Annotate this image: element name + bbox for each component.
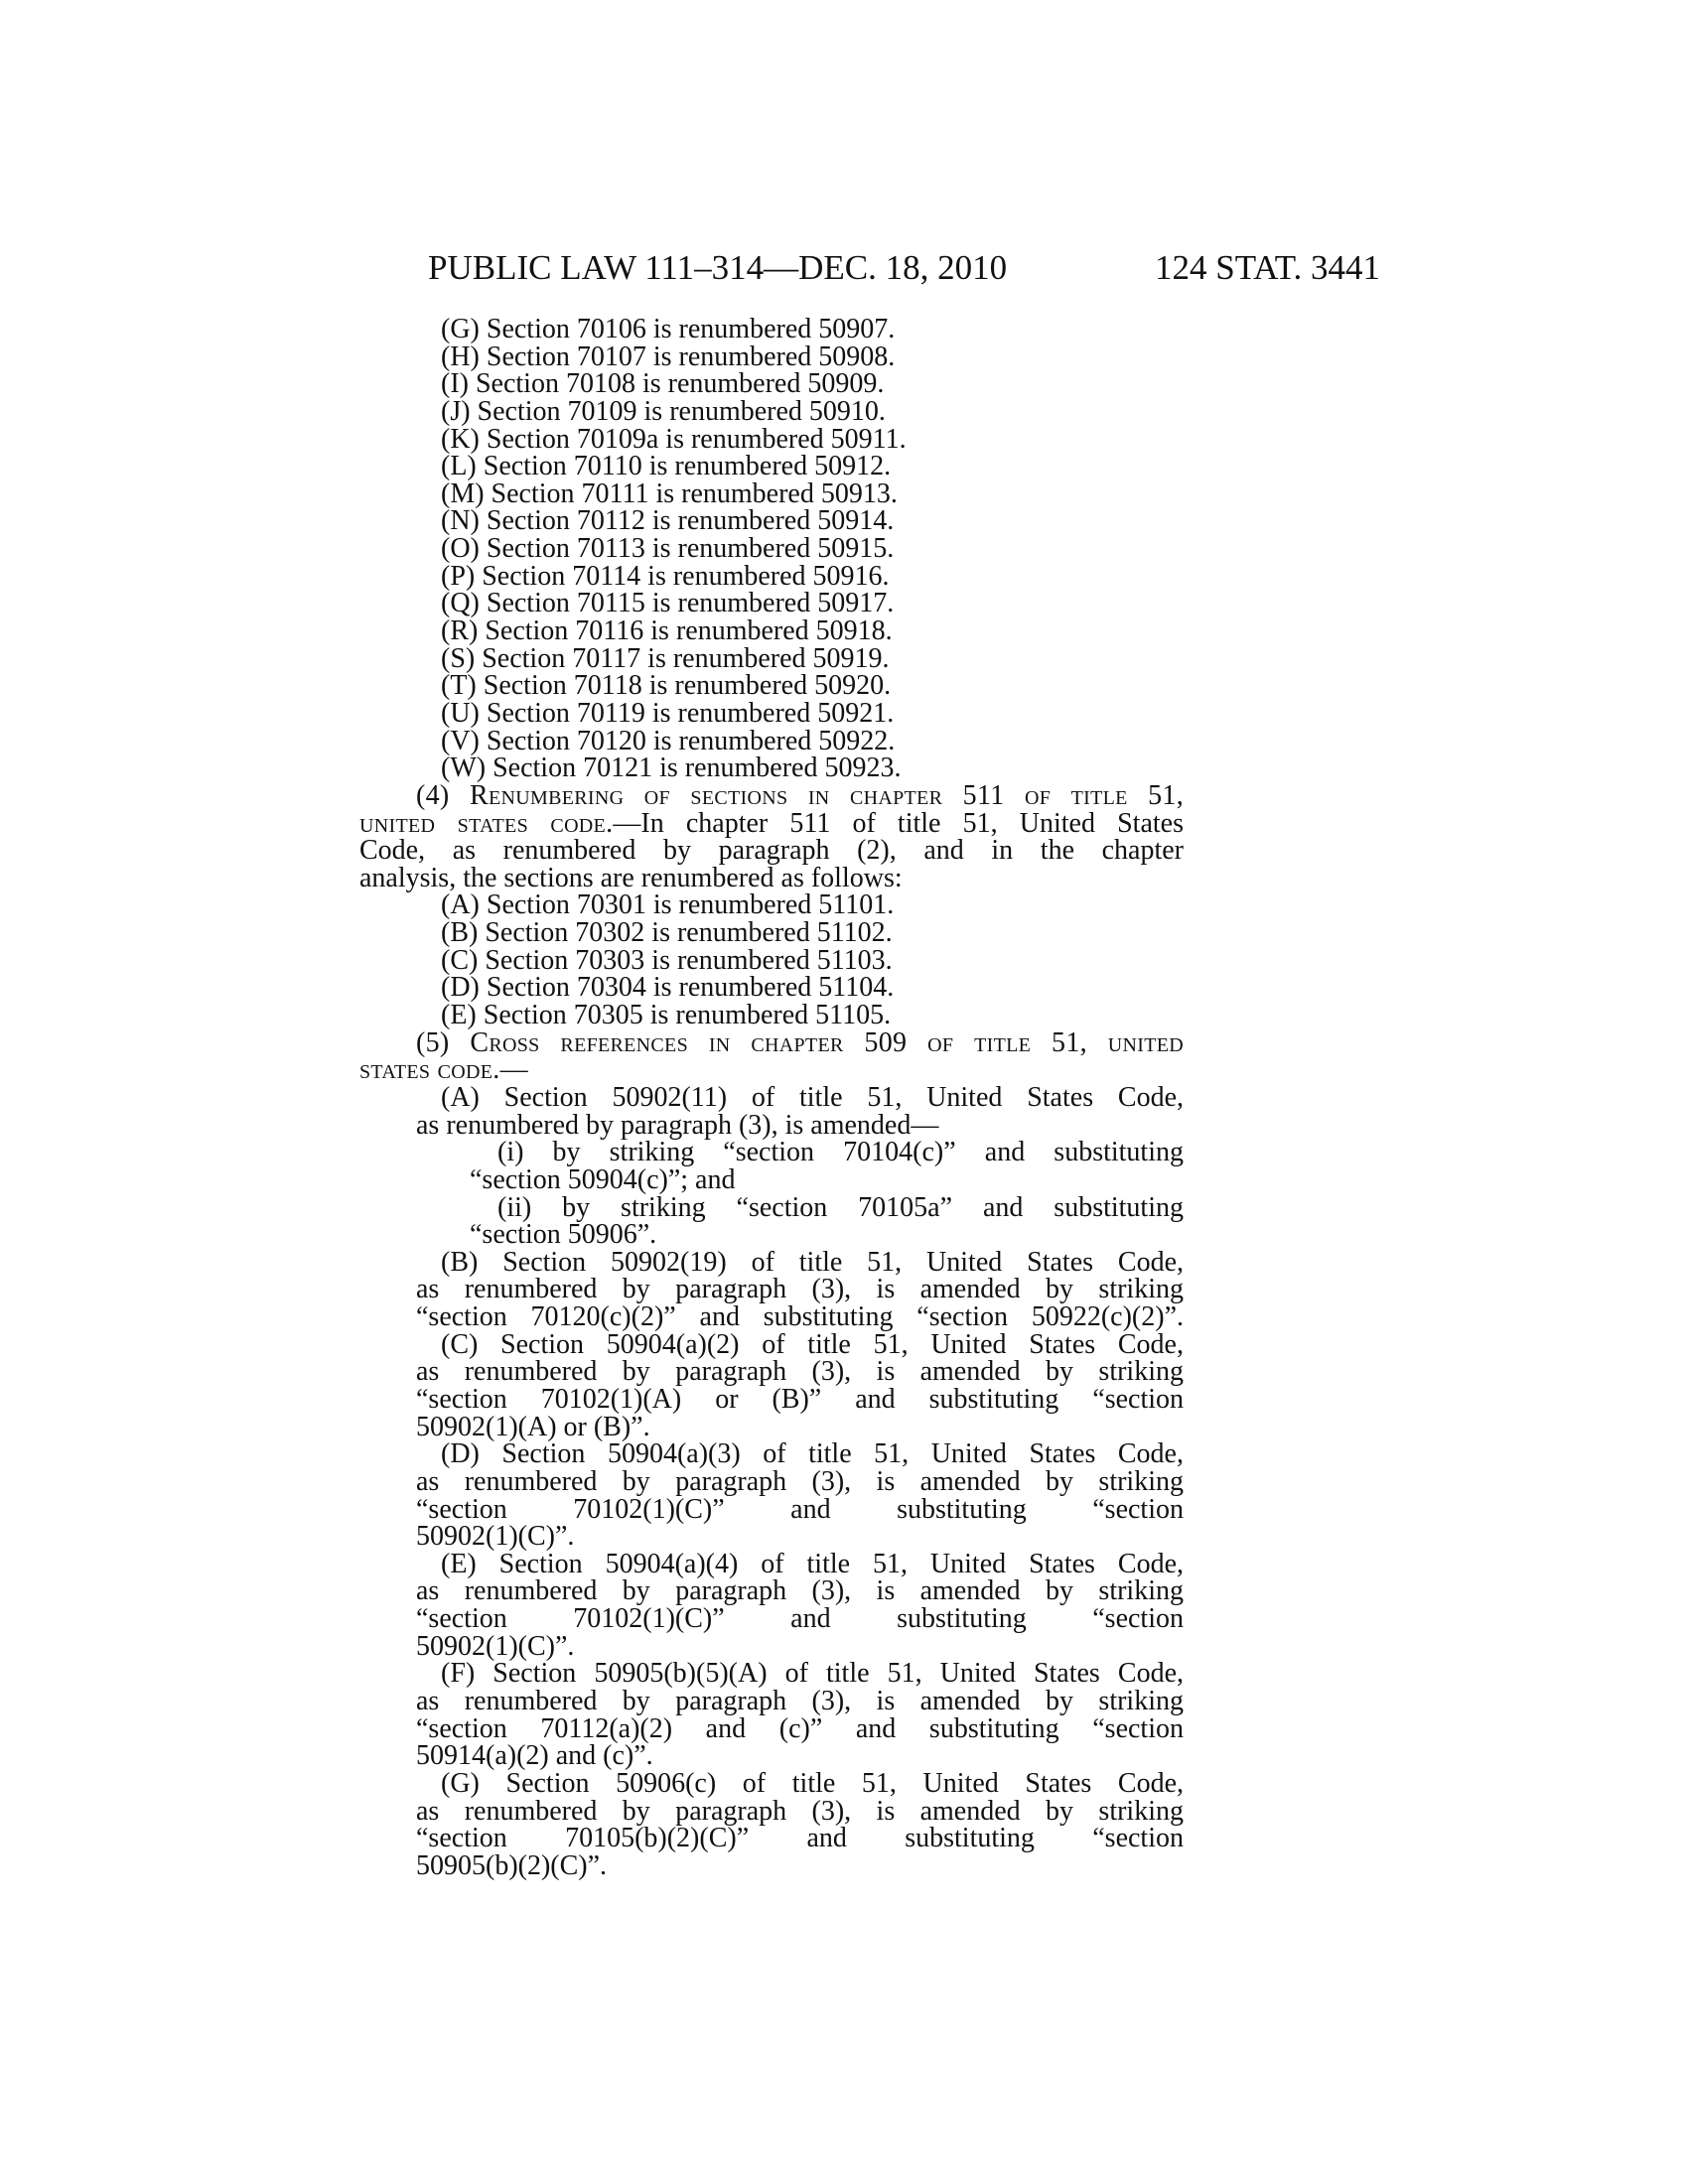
- text-line: (E) Section 50904(a)(4) of title 51, United States Code,: [441, 1548, 1184, 1579]
- text-line: “section 50906”.: [470, 1219, 657, 1251]
- text-line: as renumbered by paragraph (3), is amended by striking: [416, 1356, 1184, 1388]
- text-line: as renumbered by paragraph (3), is amended by striking: [416, 1274, 1184, 1305]
- text-line: (D) Section 50904(a)(3) of title 51, United States Code,: [441, 1438, 1184, 1470]
- header-statute-citation: 124 STAT. 3441: [1155, 248, 1380, 287]
- text-line: (Q) Section 70115 is renumbered 50917.: [441, 588, 895, 619]
- text-line: (A) Section 70301 is renumbered 51101.: [441, 889, 895, 921]
- text-line: (D) Section 70304 is renumbered 51104.: [441, 972, 895, 1004]
- text-line: states code.—: [359, 1054, 528, 1086]
- text-line: (A) Section 50902(11) of title 51, United States Code,: [441, 1081, 1184, 1113]
- text-line: (N) Section 70112 is renumbered 50914.: [441, 505, 895, 537]
- text-line: (C) Section 50904(a)(2) of title 51, United States Code,: [441, 1328, 1184, 1360]
- text-line: united states code.—In chapter 511 of title 51, United States: [359, 807, 1184, 839]
- statute-body: [359, 316, 1184, 1880]
- running-header: [0, 248, 1688, 288]
- text-line: (U) Section 70119 is renumbered 50921.: [441, 697, 895, 729]
- text-line: “section 70102(1)(A) or (B)” and substituting “section: [416, 1383, 1184, 1415]
- text-line: “section 70102(1)(C)” and substituting “section: [416, 1603, 1184, 1635]
- text-line: (4) Renumbering of sections in chapter 511 of title 51,: [416, 779, 1184, 811]
- text-line: as renumbered by paragraph (3), is amended by striking: [416, 1465, 1184, 1497]
- text-line: (J) Section 70109 is renumbered 50910.: [441, 395, 886, 427]
- text-line: 50902(1)(C)”.: [416, 1521, 575, 1553]
- text-line: as renumbered by paragraph (3), is amended by striking: [416, 1575, 1184, 1607]
- text-line: (H) Section 70107 is renumbered 50908.: [441, 341, 896, 372]
- text-line: (I) Section 70108 is renumbered 50909.: [441, 368, 885, 400]
- text-line: “section 70120(c)(2)” and substituting “section 50922(c)(2)”.: [416, 1301, 1184, 1333]
- text-line: (P) Section 70114 is renumbered 50916.: [441, 560, 890, 592]
- text-line: (V) Section 70120 is renumbered 50922.: [441, 725, 896, 756]
- text-line: as renumbered by paragraph (3), is amended by striking: [416, 1795, 1184, 1827]
- text-line: (ii) by striking “section 70105a” and substituting: [497, 1191, 1184, 1223]
- text-line: (K) Section 70109a is renumbered 50911.: [441, 423, 907, 455]
- text-line: as renumbered by paragraph (3), is amended by striking: [416, 1686, 1184, 1717]
- text-line: as renumbered by paragraph (3), is amended—: [416, 1109, 939, 1141]
- text-line: “section 70102(1)(C)” and substituting “section: [416, 1493, 1184, 1525]
- text-line: “section 70105(b)(2)(C)” and substituting “section: [416, 1823, 1184, 1854]
- text-line: (T) Section 70118 is renumbered 50920.: [441, 670, 892, 702]
- text-line: (B) Section 70302 is renumbered 51102.: [441, 917, 893, 949]
- text-line: (O) Section 70113 is renumbered 50915.: [441, 533, 895, 565]
- text-line: 50905(b)(2)(C)”.: [416, 1849, 608, 1881]
- text-line: 50914(a)(2) and (c)”.: [416, 1740, 653, 1772]
- text-line: “section 70112(a)(2) and (c)” and substituting “section: [416, 1712, 1184, 1744]
- text-line: (W) Section 70121 is renumbered 50923.: [441, 752, 902, 784]
- text-line: (R) Section 70116 is renumbered 50918.: [441, 615, 893, 647]
- text-line: (S) Section 70117 is renumbered 50919.: [441, 642, 890, 674]
- header-title: PUBLIC LAW 111–314—DEC. 18, 2010: [428, 248, 1008, 287]
- text-line: “section 50904(c)”; and: [470, 1163, 736, 1195]
- text-line: (C) Section 70303 is renumbered 51103.: [441, 944, 893, 976]
- text-line: (5) Cross references in chapter 509 of title 51, united: [416, 1026, 1184, 1058]
- text-line: (L) Section 70110 is renumbered 50912.: [441, 451, 892, 482]
- text-line: (F) Section 50905(b)(5)(A) of title 51, United States Code,: [441, 1658, 1184, 1690]
- text-line: (i) by striking “section 70104(c)” and substituting: [497, 1137, 1184, 1168]
- text-line: Code, as renumbered by paragraph (2), and in the chapter: [359, 835, 1184, 867]
- text-line: (M) Section 70111 is renumbered 50913.: [441, 478, 898, 509]
- text-line: (G) Section 50906(c) of title 51, United States Code,: [441, 1767, 1184, 1799]
- text-line: 50902(1)(A) or (B)”.: [416, 1411, 650, 1442]
- text-line: (G) Section 70106 is renumbered 50907.: [441, 314, 896, 344]
- text-line: (E) Section 70305 is renumbered 51105.: [441, 1000, 892, 1031]
- text-line: 50902(1)(C)”.: [416, 1630, 575, 1662]
- text-line: analysis, the sections are renumbered as follows:: [359, 862, 903, 893]
- text-line: (B) Section 50902(19) of title 51, United States Code,: [441, 1246, 1184, 1278]
